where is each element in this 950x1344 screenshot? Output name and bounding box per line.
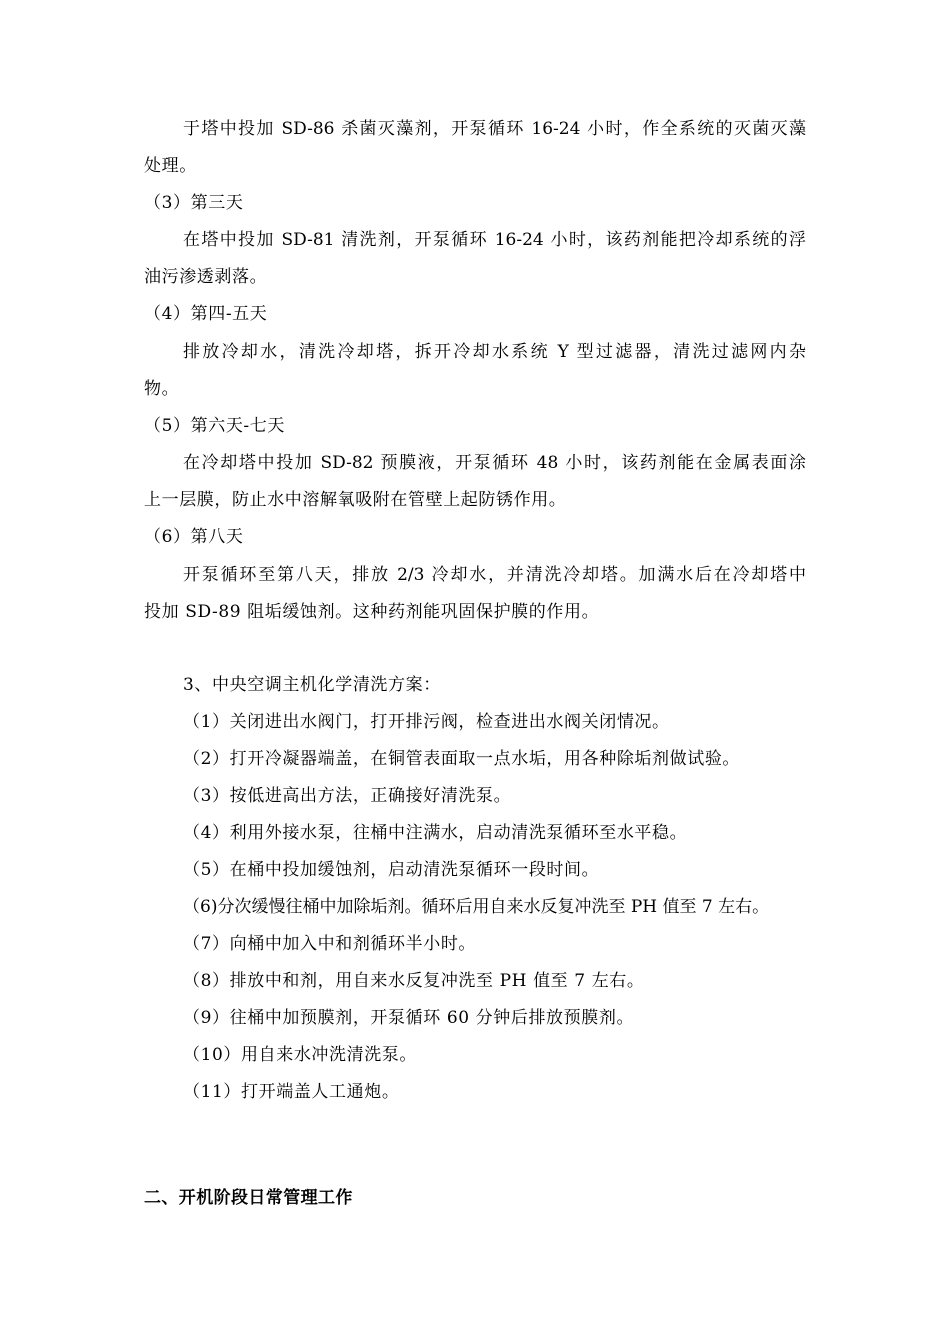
section-title: 3、中央空调主机化学清洗方案： [183,675,441,695]
paragraph-line: 开泵循环至第八天，排放 2/3 冷却水，并清洗冷却塔。加满水后在冷却塔中 [183,565,806,585]
day-label: （3）第三天 [144,193,244,213]
paragraph-line: 处理。 [144,156,197,176]
step-item: （5）在桶中投加缓蚀剂，启动清洗泵循环一段时间。 [183,860,600,880]
step-item: （10）用自来水冲洗清洗泵。 [183,1045,418,1065]
step-item: （2）打开冷凝器端盖，在铜管表面取一点水垢，用各种除垢剂做试验。 [183,749,741,769]
paragraph-line: 投加 SD-89 阻垢缓蚀剂。这种药剂能巩固保护膜的作用。 [144,602,600,622]
section-heading: 二、开机阶段日常管理工作 [144,1188,353,1208]
step-item: （1）关闭进出水阀门，打开排污阀，检查进出水阀关闭情况。 [183,712,670,732]
step-item: （7）向桶中加入中和剂循环半小时。 [183,934,477,954]
paragraph-line: 物。 [144,379,180,399]
step-item: （3）按低进高出方法，正确接好清洗泵。 [183,786,512,806]
paragraph-line: 油污渗透剥落。 [144,267,268,287]
paragraph-line: 上一层膜，防止水中溶解氧吸附在管壁上起防锈作用。 [144,490,567,510]
paragraph-line: 在冷却塔中投加 SD-82 预膜液，开泵循环 48 小时，该药剂能在金属表面涂 [183,453,806,473]
step-item: （8）排放中和剂，用自来水反复冲洗至 PH 值至 7 左右。 [183,971,645,991]
step-item: （6)分次缓慢往桶中加除垢剂。循环后用自来水反复冲洗至 PH 值至 7 左右。 [183,897,770,917]
paragraph-line: 于塔中投加 SD-86 杀菌灭藻剂，开泵循环 16-24 小时，作全系统的灭菌灭藻 [183,119,806,139]
step-item: （11）打开端盖人工通炮。 [183,1082,400,1102]
paragraph-line: 排放冷却水，清洗冷却塔，拆开冷却水系统 Y 型过滤器，清洗过滤网内杂 [183,342,806,362]
day-label: （6）第八天 [144,527,244,547]
day-label: （4）第四-五天 [144,304,268,324]
day-label: （5）第六天-七天 [144,416,285,436]
paragraph-line: 在塔中投加 SD-81 清洗剂，开泵循环 16-24 小时，该药剂能把冷却系统的浮 [183,230,806,250]
step-item: （4）利用外接水泵，往桶中注满水，启动清洗泵循环至水平稳。 [183,823,688,843]
step-item: （9）往桶中加预膜剂，开泵循环 60 分钟后排放预膜剂。 [183,1008,635,1028]
